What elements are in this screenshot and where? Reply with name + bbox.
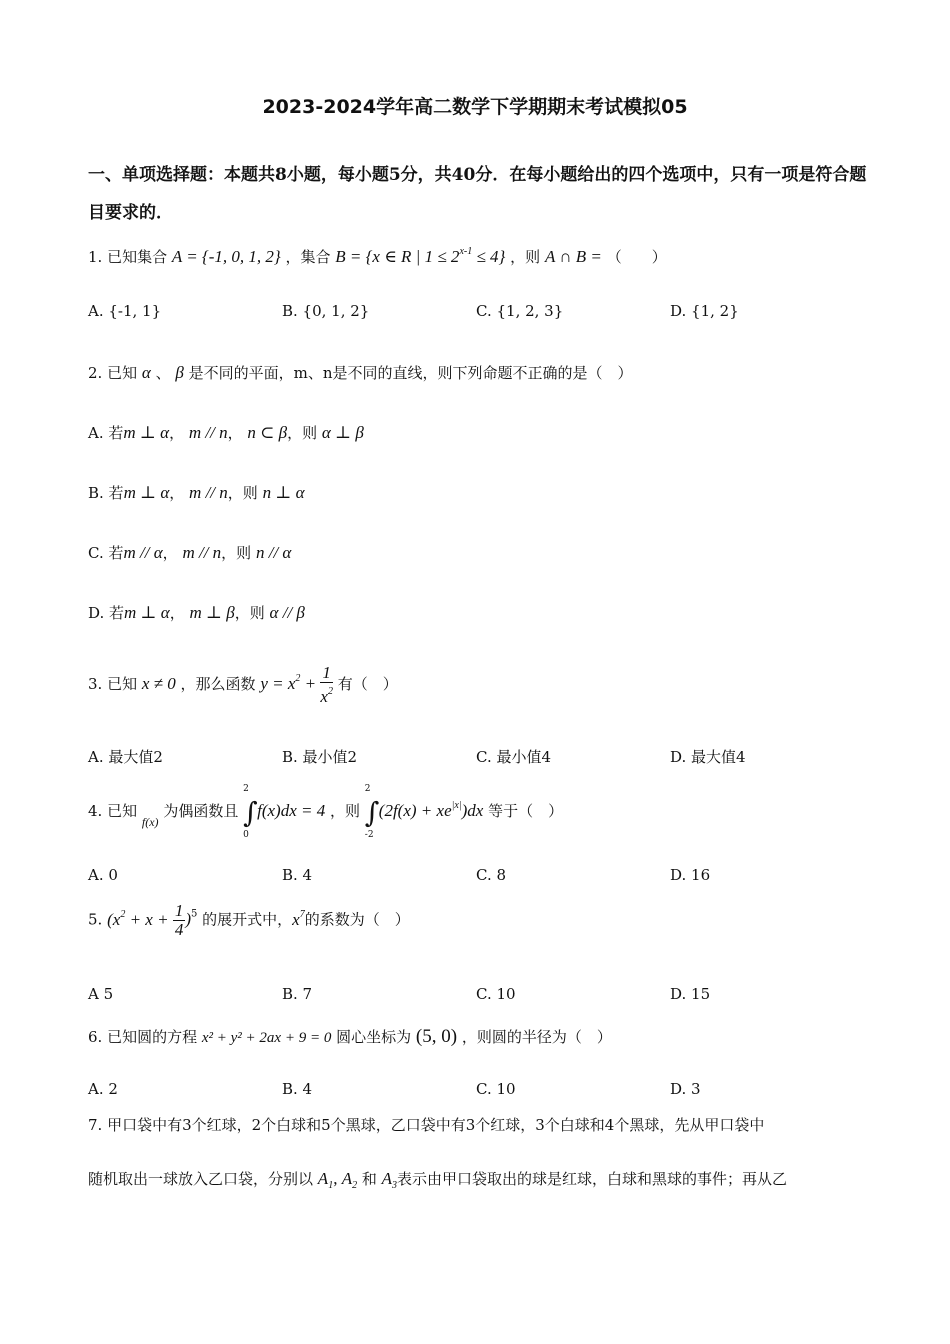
q3-option-c: C. 最小值4 — [476, 748, 552, 766]
q2-separator: 、 — [155, 364, 171, 382]
q5-stem: 的系数为（ ） — [304, 910, 410, 929]
q2-stem: 是不同的平面，m、n是不同的直线，则下列命题不正确的是（ ） — [188, 364, 633, 382]
q3-fraction: $\frac{1}{x^2}$ — [320, 663, 333, 706]
q6-prefix: 6. 已知圆的方程 — [88, 1028, 198, 1046]
q2-prefix: 2. 已知 — [88, 364, 138, 382]
question-7-line-2: 随机取出一球放入乙口袋，分别以 $A_1$, $A_2$ 和 $A_3$表示由甲口袋取出的球是红球，白球和黑球的事件；再从乙 — [88, 1169, 788, 1191]
q4-integrand-1: f(x)dx = 4 — [257, 801, 326, 820]
q1-prefix: 1. 已知集合 — [88, 248, 168, 266]
q7-event-a3: $A_3$ — [381, 1169, 398, 1191]
q6-option-c: C. 10 — [476, 1080, 516, 1098]
question-1 — [88, 246, 667, 267]
q3-option-d: D. 最大值4 — [670, 748, 746, 766]
q5-prefix: 5. — [88, 910, 103, 929]
question-4 — [88, 784, 564, 840]
q2-option-a: A. 若m ⊥ α， m // n， n ⊂ β，则 α ⊥ β — [88, 423, 364, 442]
q4-integral-1: 2 ∫ 0 — [243, 784, 258, 840]
q1-option-b: B. {0, 1, 2} — [282, 302, 370, 320]
q4-fx: f(x) — [141, 815, 159, 829]
q4-option-d: D. 16 — [670, 866, 711, 884]
q6-equation: x² + y² + 2ax + 9 = 0 — [201, 1030, 332, 1046]
q4-option-a: A. 0 — [88, 866, 118, 884]
question-5: 5. ($x^2 + x$ + $\frac{1}{4}$ )$^5$ 的展开式中，$x^7$的系数为（ ） — [88, 901, 410, 939]
q5-power: 5 — [190, 908, 198, 920]
q4-prefix: 4. 已知 — [88, 802, 138, 820]
q6-option-b: B. 4 — [282, 1080, 313, 1098]
q1-option-a: A. {-1, 1} — [88, 302, 162, 320]
q5-option-a: A 5 — [88, 985, 114, 1003]
q4-mid2: ，则 — [330, 802, 361, 820]
q2-option-d: D. 若m ⊥ α， m ⊥ β，则 α // β — [88, 603, 305, 622]
q3-stem: 有（ ） — [337, 675, 398, 693]
q3-prefix: 3. 已知 — [88, 675, 138, 693]
q5-option-d: D. 15 — [670, 985, 711, 1003]
q6-option-d: D. 3 — [670, 1080, 701, 1098]
q6-stem: ，则圆的半径为（ ） — [461, 1028, 612, 1046]
q6-center: (5, 0) — [415, 1026, 458, 1047]
q5-mid: 的展开式中， — [202, 910, 293, 929]
q4-mid: 为偶函数且 — [163, 802, 239, 820]
q1-option-d: D. {1, 2} — [670, 302, 739, 320]
q3-condition: x ≠ 0 — [141, 674, 176, 693]
q2-option-b: B. 若m ⊥ α， m // n，则 n ⊥ α — [88, 483, 305, 502]
q1-answer-blank: （ ） — [606, 248, 667, 266]
q3-mid: ，那么函数 — [180, 675, 256, 693]
page-title: 2023-2024学年高二数学下学期期末考试模拟05 — [262, 96, 688, 118]
q2-option-c: C. 若m // α， m // n，则 n // α — [88, 543, 292, 562]
q3-option-a: A. 最大值2 — [88, 748, 163, 766]
q2-beta: β — [175, 363, 184, 382]
question-2 — [88, 362, 633, 383]
q4-option-b: B. 4 — [282, 866, 313, 884]
q1-set-a: A = {-1, 0, 1, 2} — [171, 247, 281, 266]
question-6 — [88, 1026, 612, 1048]
q3-function: $y = x^2$ + — [260, 673, 321, 693]
q4-option-c: C. 8 — [476, 866, 507, 884]
q7-event-a1: $A_1$ — [317, 1169, 334, 1191]
q7-event-a2: $A_2$ — [341, 1169, 358, 1191]
q1-post: ，则 — [510, 248, 541, 266]
q6-option-a: A. 2 — [88, 1080, 118, 1098]
q6-mid: 圆心坐标为 — [336, 1028, 412, 1046]
q1-option-c: C. {1, 2, 3} — [476, 302, 564, 320]
q5-expression: ($x^2 + x$ + — [107, 908, 173, 929]
section-heading: 一、单项选择题：本题共8小题，每小题5分，共40分．在每小题给出的四个选项中，只有一项是符合题目要求的． — [88, 165, 867, 223]
q4-integrand-2: $(2f(x) + xe^{|x|})dx$ — [378, 800, 484, 820]
q1-mid: ，集合 — [285, 248, 331, 266]
q4-integral-2: 2 ∫ -2 — [364, 784, 380, 840]
q5-option-b: B. 7 — [282, 985, 313, 1003]
q1-expression: A ∩ B = — [544, 247, 602, 266]
q2-alpha: α — [141, 363, 151, 382]
question-3 — [88, 664, 398, 706]
question-7-line-1: 7. 甲口袋中有3个红球，2个白球和5个黑球，乙口袋中有3个红球，3个白球和4个黑球，先从甲口袋中 — [88, 1116, 765, 1134]
q3-option-b: B. 最小值2 — [282, 748, 358, 766]
q5-fraction: $\frac{1}{4}$ — [174, 901, 184, 939]
q5-term: $x^7$ — [292, 908, 305, 929]
q4-stem: 等于（ ） — [488, 802, 564, 820]
q1-set-b: B = {x ∈ R | $1 \le 2^{x-1} \le 4$} — [335, 246, 506, 266]
q5-option-c: C. 10 — [476, 985, 516, 1003]
